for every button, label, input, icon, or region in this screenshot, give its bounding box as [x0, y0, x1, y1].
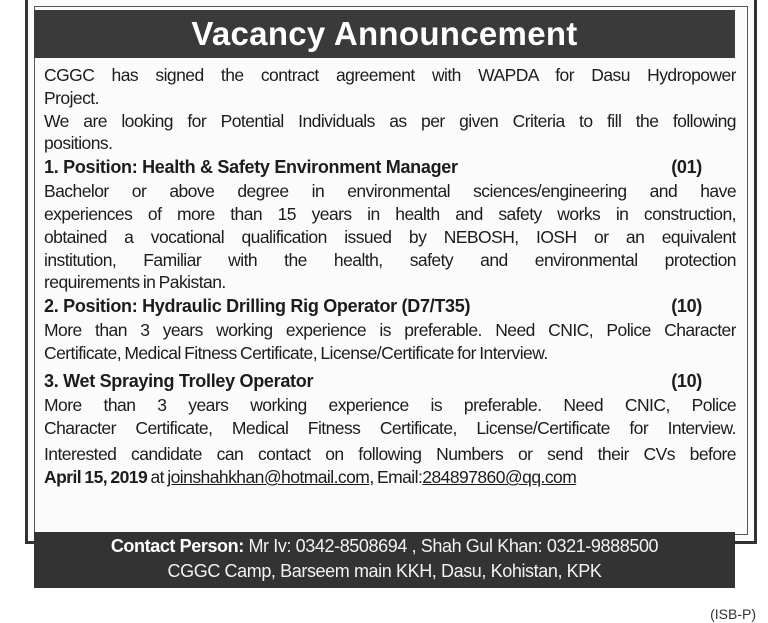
contact-label: Contact Person: [110, 536, 244, 556]
closing-line: Interested candidate can contact on following Numbers or send their CVs before [44, 444, 736, 465]
intro-line: Project. [44, 87, 99, 108]
closing-text: at [147, 467, 168, 488]
position-title: 3. Wet Spraying Trolley Operator [44, 370, 314, 391]
position-text: requirements in Pakistan. [44, 272, 226, 293]
intro-line: We are looking for Potential Individuals as per given Criteria to fill the following [44, 110, 736, 131]
position-text: More than 3 years working experience is preferable. Need CNIC, Police [44, 394, 736, 415]
page-title: Vacancy Announcement [34, 10, 735, 58]
position-text: institution, Familiar with the health, safety and environmental protection [44, 249, 736, 270]
position-count: (01) [671, 157, 702, 178]
contact-numbers: Mr Iv: 0342-8508694 , Shah Gul Khan: 0321-9888500 [243, 536, 659, 556]
deadline-date: April 15, 2019 [44, 467, 148, 488]
contact-persons [34, 534, 735, 559]
position-title: 2. Position: Hydraulic Drilling Rig Operator (D7/T35) [44, 296, 471, 317]
position-text: Character Certificate, Medical Fitness Certificate, License/Certificate for Interview. [44, 417, 736, 438]
ad-body [44, 64, 736, 489]
contact-address: CGGC Camp, Barseem main KKH, Dasu, Kohistan, KPK [167, 561, 602, 581]
closing-deadline-line [44, 466, 736, 489]
position-text: experiences of more than 15 years in health and safety works in construction, [44, 203, 736, 224]
position-text: Certificate, Medical Fitness Certificate, License/Certificate for Interview. [44, 342, 548, 363]
position-heading [44, 369, 736, 394]
email-link-qq[interactable]: 284897860@qq.com [422, 467, 577, 488]
position-title: 1. Position: Health & Safety Environment Manager [44, 157, 458, 178]
intro-line: positions. [44, 133, 113, 154]
email-link-hotmail[interactable]: joinshahkhan@hotmail.com [167, 467, 370, 488]
position-text: Bachelor or above degree in environmental sciences/engineering and have [44, 181, 736, 202]
contact-box [34, 532, 735, 588]
closing-text: , Email: [369, 467, 423, 488]
position-text: More than 3 years working experience is preferable. Need CNIC, Police Character [44, 320, 736, 341]
position-count: (10) [671, 370, 702, 391]
position-heading [44, 155, 736, 180]
intro-line: CGGC has signed the contract agreement with WAPDA for Dasu Hydropower [44, 65, 736, 85]
position-text: obtained a vocational qualification issued by NEBOSH, IOSH or an equivalent [44, 226, 736, 247]
reference-code: (ISB-P) [710, 606, 756, 622]
position-heading [44, 294, 736, 319]
position-count: (10) [671, 296, 702, 317]
